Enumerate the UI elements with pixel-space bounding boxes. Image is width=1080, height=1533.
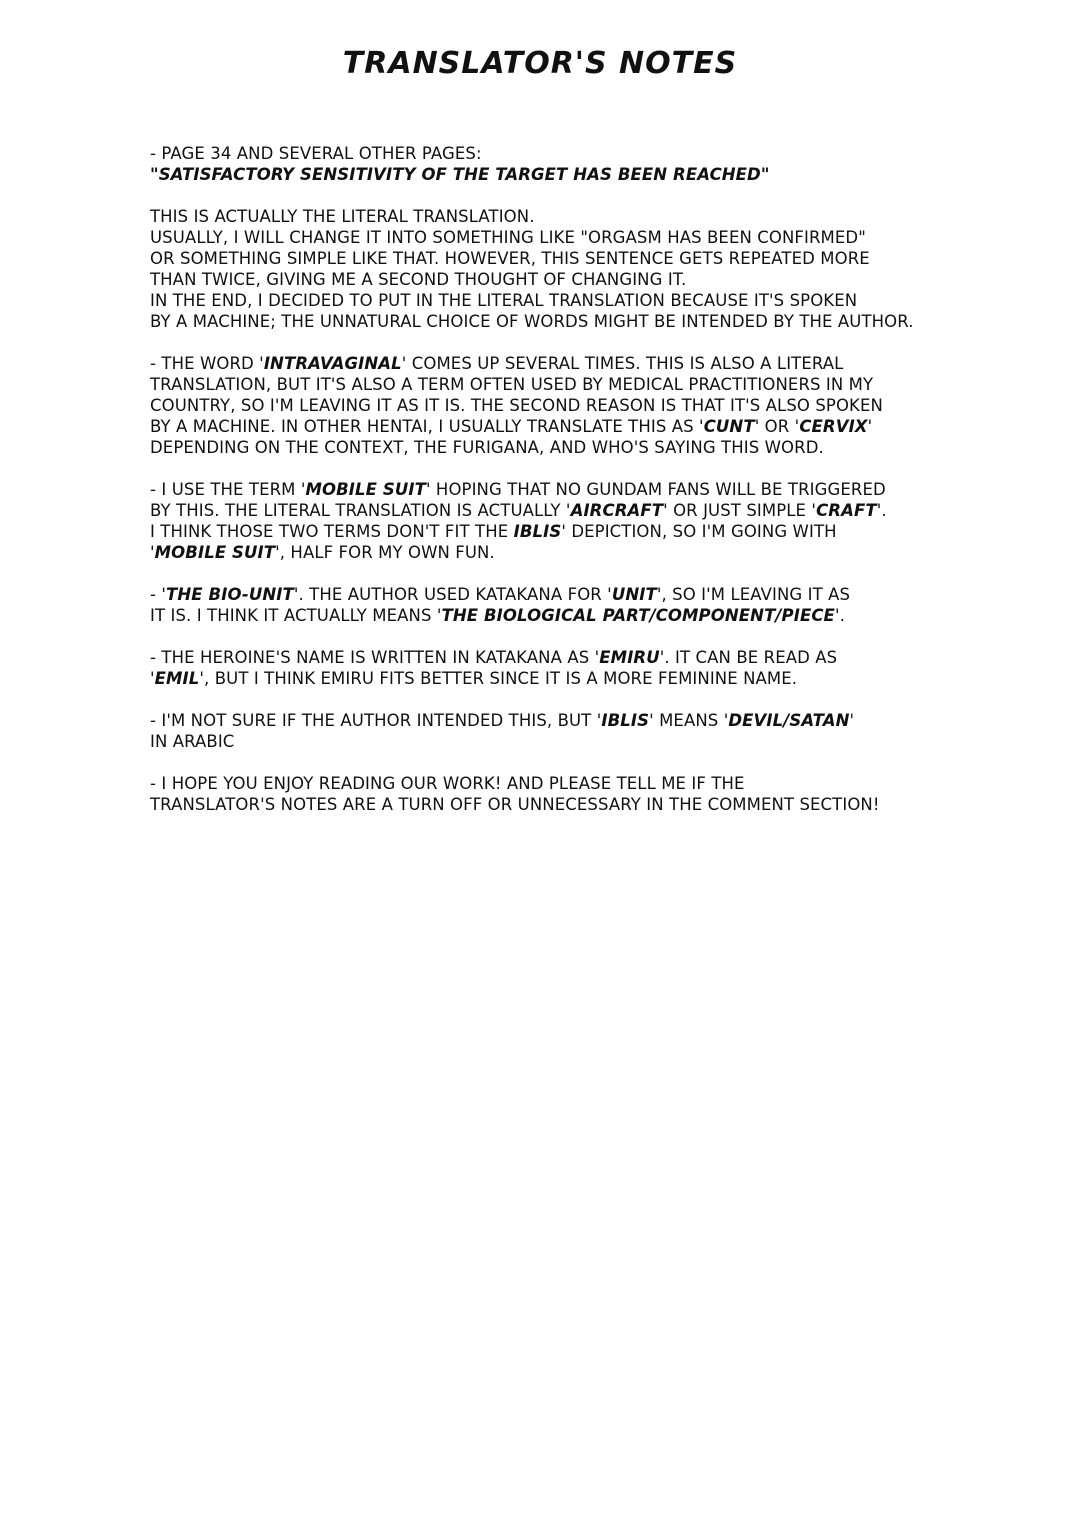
note-line (150, 647, 990, 668)
note-text: - THE HEROINE'S NAME IS WRITTEN IN KATAKANA AS ' (150, 648, 600, 667)
note-text: - PAGE 34 AND SEVERAL OTHER PAGES: (150, 144, 482, 163)
note-text: ', HALF FOR MY OWN FUN. (275, 543, 495, 562)
note-text: ' OR ' (754, 417, 800, 436)
note-text: IT IS. I THINK IT ACTUALLY MEANS ' (150, 606, 442, 625)
note-text: '. (876, 501, 887, 520)
paragraph-gap (150, 185, 990, 206)
emphasized-term: THE BIOLOGICAL PART/COMPONENT/PIECE (441, 606, 835, 625)
emphasized-term: THE BIO-UNIT (166, 585, 294, 604)
note-line (150, 668, 990, 689)
note-line (150, 731, 990, 752)
note-text: - I'M NOT SURE IF THE AUTHOR INTENDED THIS, BUT ' (150, 711, 602, 730)
emphasized-term: MOBILE SUIT (305, 480, 426, 499)
note-text: ' DEPICTION, SO I'M GOING WITH (561, 522, 837, 541)
emphasized-term: INTRAVAGINAL (263, 354, 402, 373)
note-paragraph (150, 647, 990, 689)
note-line (150, 794, 990, 815)
note-text: COUNTRY, SO I'M LEAVING IT AS IT IS. THE SECOND REASON IS THAT IT'S ALSO SPOKEN (150, 396, 883, 415)
note-line (150, 374, 990, 395)
emphasized-term: EMIL (154, 669, 200, 688)
note-text: ' OR JUST SIMPLE ' (663, 501, 817, 520)
note-line (150, 416, 990, 437)
note-paragraph (150, 353, 990, 458)
note-line (150, 164, 990, 185)
note-text: - I USE THE TERM ' (150, 480, 306, 499)
note-text: I THINK THOSE TWO TERMS DON'T FIT THE (150, 522, 514, 541)
note-line (150, 353, 990, 374)
note-paragraph (150, 584, 990, 626)
note-text: ' (867, 417, 873, 436)
note-text: - THE WORD ' (150, 354, 264, 373)
emphasized-term: DEVIL/SATAN (728, 711, 850, 730)
note-text: DEPENDING ON THE CONTEXT, THE FURIGANA, AND WHO'S SAYING THIS WORD. (150, 438, 824, 457)
note-line (150, 143, 990, 164)
note-text: USUALLY, I WILL CHANGE IT INTO SOMETHING LIKE "ORGASM HAS BEEN CONFIRMED" (150, 228, 866, 247)
emphasized-term: CERVIX (799, 417, 868, 436)
note-paragraph (150, 710, 990, 752)
note-text: '. (834, 606, 845, 625)
emphasized-term: CUNT (703, 417, 755, 436)
emphasized-term: IBLIS (513, 522, 562, 541)
note-text: - I HOPE YOU ENJOY READING OUR WORK! AND PLEASE TELL ME IF THE (150, 774, 745, 793)
note-line (150, 437, 990, 458)
note-text: BY A MACHINE. IN OTHER HENTAI, I USUALLY TRANSLATE THIS AS ' (150, 417, 704, 436)
note-line (150, 479, 990, 500)
note-text: '. THE AUTHOR USED KATAKANA FOR ' (293, 585, 612, 604)
note-line (150, 542, 990, 563)
note-text: BY THIS. THE LITERAL TRANSLATION IS ACTUALLY ' (150, 501, 571, 520)
emphasized-term: CRAFT (816, 501, 877, 520)
note-line (150, 206, 990, 227)
note-text: TRANSLATOR'S NOTES ARE A TURN OFF OR UNNECESSARY IN THE COMMENT SECTION! (150, 795, 880, 814)
emphasized-term: IBLIS (601, 711, 650, 730)
emphasized-term: MOBILE SUIT (154, 543, 276, 562)
paragraph-gap (150, 752, 990, 773)
note-paragraph (150, 206, 990, 332)
note-text: ' COMES UP SEVERAL TIMES. THIS IS ALSO A LITERAL (401, 354, 844, 373)
note-text: BY A MACHINE; THE UNNATURAL CHOICE OF WORDS MIGHT BE INTENDED BY THE AUTHOR. (150, 312, 914, 331)
note-line (150, 311, 990, 332)
note-line (150, 584, 990, 605)
paragraph-gap (150, 689, 990, 710)
note-paragraph (150, 143, 990, 185)
note-line (150, 395, 990, 416)
note-line (150, 500, 990, 521)
note-text: ' MEANS ' (649, 711, 729, 730)
note-line (150, 710, 990, 731)
note-text: TRANSLATION, BUT IT'S ALSO A TERM OFTEN USED BY MEDICAL PRACTITIONERS IN MY (150, 375, 874, 394)
paragraph-gap (150, 626, 990, 647)
note-text: ', SO I'M LEAVING IT AS (656, 585, 851, 604)
note-line (150, 227, 990, 248)
note-paragraph (150, 773, 990, 815)
note-line (150, 521, 990, 542)
note-text: IN ARABIC (150, 732, 235, 751)
emphasized-term: EMIRU (599, 648, 660, 667)
note-text: ', BUT I THINK EMIRU FITS BETTER SINCE IT IS A MORE FEMININE NAME. (199, 669, 798, 688)
page-title: TRANSLATOR'S NOTES (342, 46, 738, 81)
translator-notes (150, 143, 990, 815)
note-text: - ' (150, 585, 167, 604)
note-paragraph (150, 479, 990, 563)
note-text: THIS IS ACTUALLY THE LITERAL TRANSLATION. (150, 207, 535, 226)
emphasized-term: UNIT (611, 585, 657, 604)
note-line (150, 773, 990, 794)
paragraph-gap (150, 458, 990, 479)
emphasized-term: "SATISFACTORY SENSITIVITY OF THE TARGET HAS BEEN REACHED" (150, 165, 770, 184)
paragraph-gap (150, 332, 990, 353)
note-text: OR SOMETHING SIMPLE LIKE THAT. HOWEVER, THIS SENTENCE GETS REPEATED MORE (150, 249, 870, 268)
note-line (150, 248, 990, 269)
note-text: ' (150, 669, 155, 688)
note-text: ' HOPING THAT NO GUNDAM FANS WILL BE TRIGGERED (425, 480, 886, 499)
paragraph-gap (150, 563, 990, 584)
note-text: THAN TWICE, GIVING ME A SECOND THOUGHT OF CHANGING IT. (150, 270, 687, 289)
emphasized-term: AIRCRAFT (570, 501, 664, 520)
note-line (150, 269, 990, 290)
note-text: ' (150, 543, 155, 562)
note-line (150, 290, 990, 311)
note-line (150, 605, 990, 626)
note-text: '. IT CAN BE READ AS (659, 648, 838, 667)
note-text: ' (849, 711, 855, 730)
note-text: IN THE END, I DECIDED TO PUT IN THE LITERAL TRANSLATION BECAUSE IT'S SPOKEN (150, 291, 858, 310)
